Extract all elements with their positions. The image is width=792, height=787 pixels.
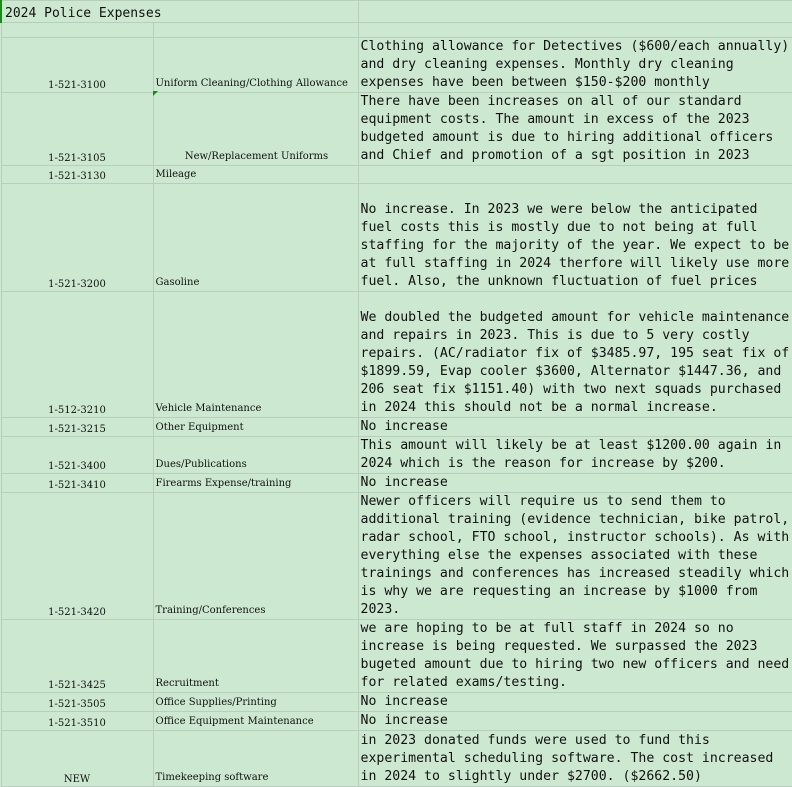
empty-cell[interactable] xyxy=(358,1,792,23)
note[interactable]: We doubled the budgeted amount for vehicle maintenance and repairs in 2023. This is due to 5 very costly repairs. (AC/radiator fix of $3485.97, 195 seat fix of $1899.59, Evap cooler $3600, Alternator $1447.36, and 206 seat fix $1151.40) with two next squads purchased in 2024 this should not be a normal increase. xyxy=(358,292,792,418)
spacer-row xyxy=(1,23,792,38)
table-row xyxy=(1,620,792,693)
account-number[interactable]: 1-521-3510 xyxy=(1,712,153,731)
table-row xyxy=(1,474,792,493)
note[interactable]: No increase xyxy=(358,712,792,731)
table-row xyxy=(1,38,792,93)
sheet-title[interactable]: 2024 Police Expenses xyxy=(1,1,358,23)
account-number[interactable]: 1-521-3130 xyxy=(1,166,153,184)
table-row xyxy=(1,418,792,437)
account-number[interactable]: 1-521-3420 xyxy=(1,493,153,620)
table-row xyxy=(1,166,792,184)
account-number[interactable]: 1-512-3210 xyxy=(1,292,153,418)
line-item[interactable]: Mileage xyxy=(153,166,358,184)
empty-cell[interactable] xyxy=(1,23,153,38)
line-item[interactable]: Dues/Publications xyxy=(153,437,358,474)
line-item[interactable]: Vehicle Maintenance xyxy=(153,292,358,418)
title-row xyxy=(1,1,792,23)
note[interactable]: There have been increases on all of our standard equipment costs. The amount in excess of the 2023 budgeted amount is due to hiring additional officers and Chief and promotion of a sgt position in 2023 xyxy=(358,93,792,166)
cell-comment-marker-icon xyxy=(153,91,158,96)
line-item[interactable]: Other Equipment xyxy=(153,418,358,437)
line-item[interactable]: Office Supplies/Printing xyxy=(153,693,358,712)
note[interactable]: No increase xyxy=(358,693,792,712)
account-number[interactable]: 1-521-3505 xyxy=(1,693,153,712)
empty-cell[interactable] xyxy=(153,23,358,38)
table-row xyxy=(1,693,792,712)
table-row xyxy=(1,184,792,292)
line-item[interactable]: Uniform Cleaning/Clothing Allowance xyxy=(153,38,358,93)
account-number[interactable]: 1-521-3410 xyxy=(1,474,153,493)
note[interactable]: No increase. In 2023 we were below the anticipated fuel costs this is mostly due to not being at full staffing for the majority of the year. We expect to be at full staffing in 2024 therfore will likely use more fuel. Also, the unknown fluctuation of fuel prices xyxy=(358,184,792,292)
note[interactable] xyxy=(358,166,792,184)
table-row xyxy=(1,93,792,166)
note[interactable]: No increase xyxy=(358,474,792,493)
table-row xyxy=(1,437,792,474)
line-item[interactable]: Training/Conferences xyxy=(153,493,358,620)
account-number[interactable]: NEW xyxy=(1,731,153,787)
line-item[interactable]: Gasoline xyxy=(153,184,358,292)
empty-cell[interactable] xyxy=(358,23,792,38)
line-item[interactable]: Recruitment xyxy=(153,620,358,693)
note[interactable]: Clothing allowance for Detectives ($600/each annually) and dry cleaning expenses. Monthly dry cleaning expenses have been between $150-$200 monthly xyxy=(358,38,792,93)
note[interactable]: we are hoping to be at full staff in 2024 so no increase is being requested. We surpassed the 2023 bugeted amount due to hiring two new officers and need for related exams/testing. xyxy=(358,620,792,693)
line-item[interactable]: New/Replacement Uniforms xyxy=(153,93,358,166)
note[interactable]: No increase xyxy=(358,418,792,437)
table-row xyxy=(1,292,792,418)
line-item[interactable]: Office Equipment Maintenance xyxy=(153,712,358,731)
account-number[interactable]: 1-521-3215 xyxy=(1,418,153,437)
account-number[interactable]: 1-521-3400 xyxy=(1,437,153,474)
note[interactable]: in 2023 donated funds were used to fund this experimental scheduling software. The cost increased in 2024 to slightly under $2700. ($2662.50) xyxy=(358,731,792,787)
table-row xyxy=(1,712,792,731)
note[interactable]: This amount will likely be at least $1200.00 again in 2024 which is the reason for increase by $200. xyxy=(358,437,792,474)
account-number[interactable]: 1-521-3200 xyxy=(1,184,153,292)
line-item[interactable]: Timekeeping software xyxy=(153,731,358,787)
account-number[interactable]: 1-521-3100 xyxy=(1,38,153,93)
account-number[interactable]: 1-521-3425 xyxy=(1,620,153,693)
line-item[interactable]: Firearms Expense/training xyxy=(153,474,358,493)
table-row xyxy=(1,493,792,620)
account-number[interactable]: 1-521-3105 xyxy=(1,93,153,166)
table-row xyxy=(1,731,792,787)
note[interactable]: Newer officers will require us to send them to additional training (evidence technician, bike patrol, radar school, FTO school, instructor schools). As with everything else the expenses associated with these trainings and conferences has increased steadily which is why we are requesting an increase by $1000 from 2023. xyxy=(358,493,792,620)
